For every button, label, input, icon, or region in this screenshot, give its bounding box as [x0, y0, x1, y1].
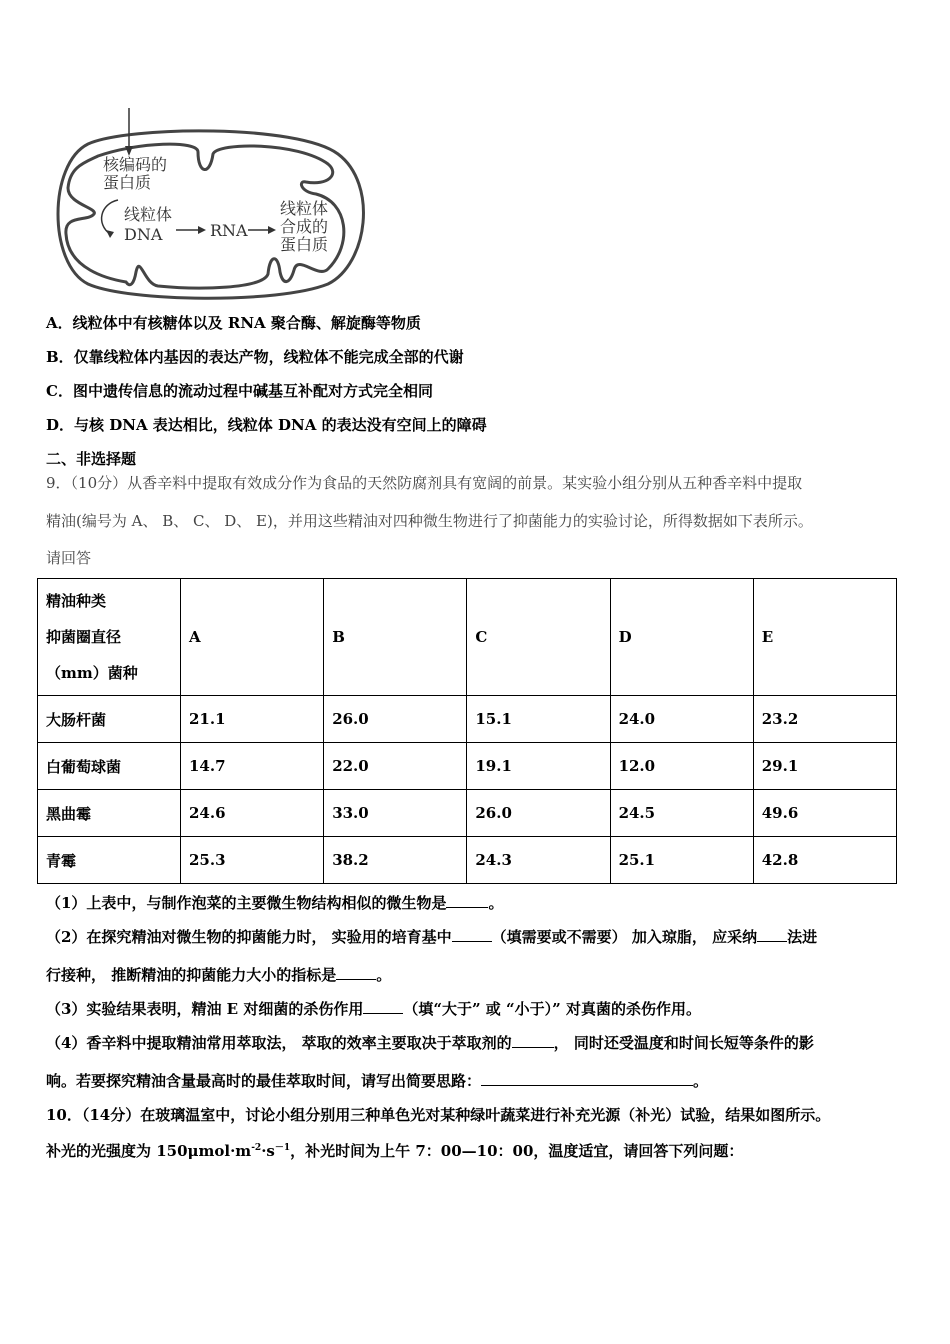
q9-sub4-text-b: ， 同时还受温度和时间长短等条件的影: [553, 1034, 814, 1052]
q10-sup-2: －1: [274, 1143, 291, 1153]
q9-sub3: [46, 998, 701, 1019]
option-a: A．线粒体中有核糖体以及 RNA 聚合酶、解旋酶等物质: [46, 314, 421, 332]
answer-blank[interactable]: [757, 927, 787, 942]
row-label: 青霉: [38, 837, 181, 884]
column-header: A: [181, 579, 324, 696]
q10-text-c: ，补光时间为上午 7：00—10：00，温度适宜，请回答下列问题：: [290, 1142, 744, 1160]
q9-sub1-end: 。: [488, 894, 504, 912]
q9-sub2-text-b: （填需要或不需要） 加入琼脂， 应采纳: [491, 928, 758, 946]
answer-blank[interactable]: [481, 1071, 693, 1086]
table-cell: 26.0: [324, 696, 467, 743]
table-cell: 24.6: [181, 790, 324, 837]
option-b: B．仅靠线粒体内基因的表达产物，线粒体不能完成全部的代谢: [46, 348, 464, 366]
option-d: D．与核 DNA 表达相比，线粒体 DNA 的表达没有空间上的障碍: [46, 416, 487, 434]
table-corner-cell: [38, 579, 181, 696]
corner-line-1: 精油种类: [46, 592, 107, 610]
row-label: 大肠杆菌: [38, 696, 181, 743]
q9-sub4-text-d: 。: [693, 1072, 709, 1090]
table-cell: 42.8: [753, 837, 896, 884]
table-cell: 25.1: [610, 837, 753, 884]
q9-sub1-text: （1）上表中，与制作泡菜的主要微生物结构相似的微生物是: [46, 894, 447, 912]
q9-sub2-text-e: 。: [376, 966, 392, 984]
q10-sup-1: -2: [251, 1143, 262, 1153]
table-row: [38, 743, 897, 790]
q9-sub4-text-c: 响。若要探究精油含量最高时的最佳萃取时间，请写出简要思路：: [46, 1072, 482, 1090]
q10-text-a: 补光的光强度为 150μmol·m: [46, 1142, 252, 1160]
q9-sub1: [46, 892, 503, 913]
q10-line2: [46, 1140, 743, 1161]
label-nuclear-protein-1: 核编码的: [103, 155, 168, 174]
column-header: E: [753, 579, 896, 696]
table-cell: 49.6: [753, 790, 896, 837]
q9-line1: 9．（10分）从香辛料中提取有效成分作为食品的天然防腐剂具有宽阔的前景。某实验小组分别从五种香辛料中提取: [46, 474, 803, 492]
column-header: D: [610, 579, 753, 696]
answer-blank[interactable]: [452, 927, 492, 942]
table-row: [38, 837, 897, 884]
option-c: C．图中遗传信息的流动过程中碱基互补配对方式完全相同: [46, 382, 433, 400]
table-cell: 33.0: [324, 790, 467, 837]
label-mito-dna-1: 线粒体: [124, 205, 173, 224]
table-cell: 12.0: [610, 743, 753, 790]
q10-line1: 10．（14分）在玻璃温室中，讨论小组分别用三种单色光对某种绿叶蔬菜进行补充光源（补光）试验，结果如图所示。: [46, 1106, 831, 1124]
table-cell: 22.0: [324, 743, 467, 790]
q9-sub4-line2: [46, 1070, 708, 1091]
corner-line-3: （mm）菌种: [46, 664, 138, 682]
label-nuclear-protein-2: 蛋白质: [103, 173, 152, 192]
answer-blank[interactable]: [512, 1033, 554, 1048]
label-mito-protein-2: 合成的: [280, 217, 329, 236]
answer-blank[interactable]: [446, 893, 488, 908]
q9-sub4-text-a: （4）香辛料中提取精油常用萃取法， 萃取的效率主要取决于萃取剂的: [46, 1034, 512, 1052]
table-cell: 19.1: [467, 743, 610, 790]
row-label: 黑曲霉: [38, 790, 181, 837]
q9-sub2-text-a: （2）在探究精油对微生物的抑菌能力时， 实验用的培育基中: [46, 928, 452, 946]
label-mito-protein-1: 线粒体: [280, 199, 329, 218]
table-cell: 24.5: [610, 790, 753, 837]
q9-line2: 精油(编号为 A、 B、 C、 D、 E)，并用这些精油对四种微生物进行了抑菌能力的实验讨论，所得数据如下表所示。: [46, 512, 813, 530]
q9-sub3-text-a: （3）实验结果表明，精油 E 对细菌的杀伤作用: [46, 1000, 364, 1018]
q9-sub4-line1: [46, 1032, 814, 1053]
section-title: 二、非选择题: [46, 450, 137, 468]
mitochondria-diagram: [48, 104, 368, 304]
table-cell: 23.2: [753, 696, 896, 743]
table-cell: 24.0: [610, 696, 753, 743]
table-cell: 38.2: [324, 837, 467, 884]
corner-line-2: 抑菌圈直径: [46, 628, 122, 646]
q9-sub3-text-b: （填“大于” 或 “小于）” 对真菌的杀伤作用。: [403, 1000, 702, 1018]
q9-line3: 请回答: [46, 549, 92, 567]
q9-sub2-text-c: 法进: [787, 928, 818, 946]
label-mito-dna-2: DNA: [124, 225, 163, 244]
table-header-row: [38, 579, 897, 696]
table-cell: 29.1: [753, 743, 896, 790]
table-cell: 24.3: [467, 837, 610, 884]
table-cell: 15.1: [467, 696, 610, 743]
table-cell: 14.7: [181, 743, 324, 790]
essential-oil-table: [37, 578, 897, 884]
q9-sub2-line2: [46, 964, 391, 985]
answer-blank[interactable]: [336, 965, 376, 980]
label-rna: RNA: [210, 221, 248, 240]
table-row: [38, 696, 897, 743]
answer-blank[interactable]: [363, 999, 403, 1014]
q9-sub2-line1: [46, 926, 817, 947]
q9-sub2-text-d: 行接种， 推断精油的抑菌能力大小的指标是: [46, 966, 337, 984]
label-mito-protein-3: 蛋白质: [280, 235, 329, 254]
table-cell: 26.0: [467, 790, 610, 837]
table-cell: 21.1: [181, 696, 324, 743]
table-row: [38, 790, 897, 837]
cell-outline-figure: [48, 104, 368, 304]
column-header: B: [324, 579, 467, 696]
column-header: C: [467, 579, 610, 696]
table-cell: 25.3: [181, 837, 324, 884]
row-label: 白葡萄球菌: [38, 743, 181, 790]
q10-text-b: ·s: [261, 1142, 275, 1160]
